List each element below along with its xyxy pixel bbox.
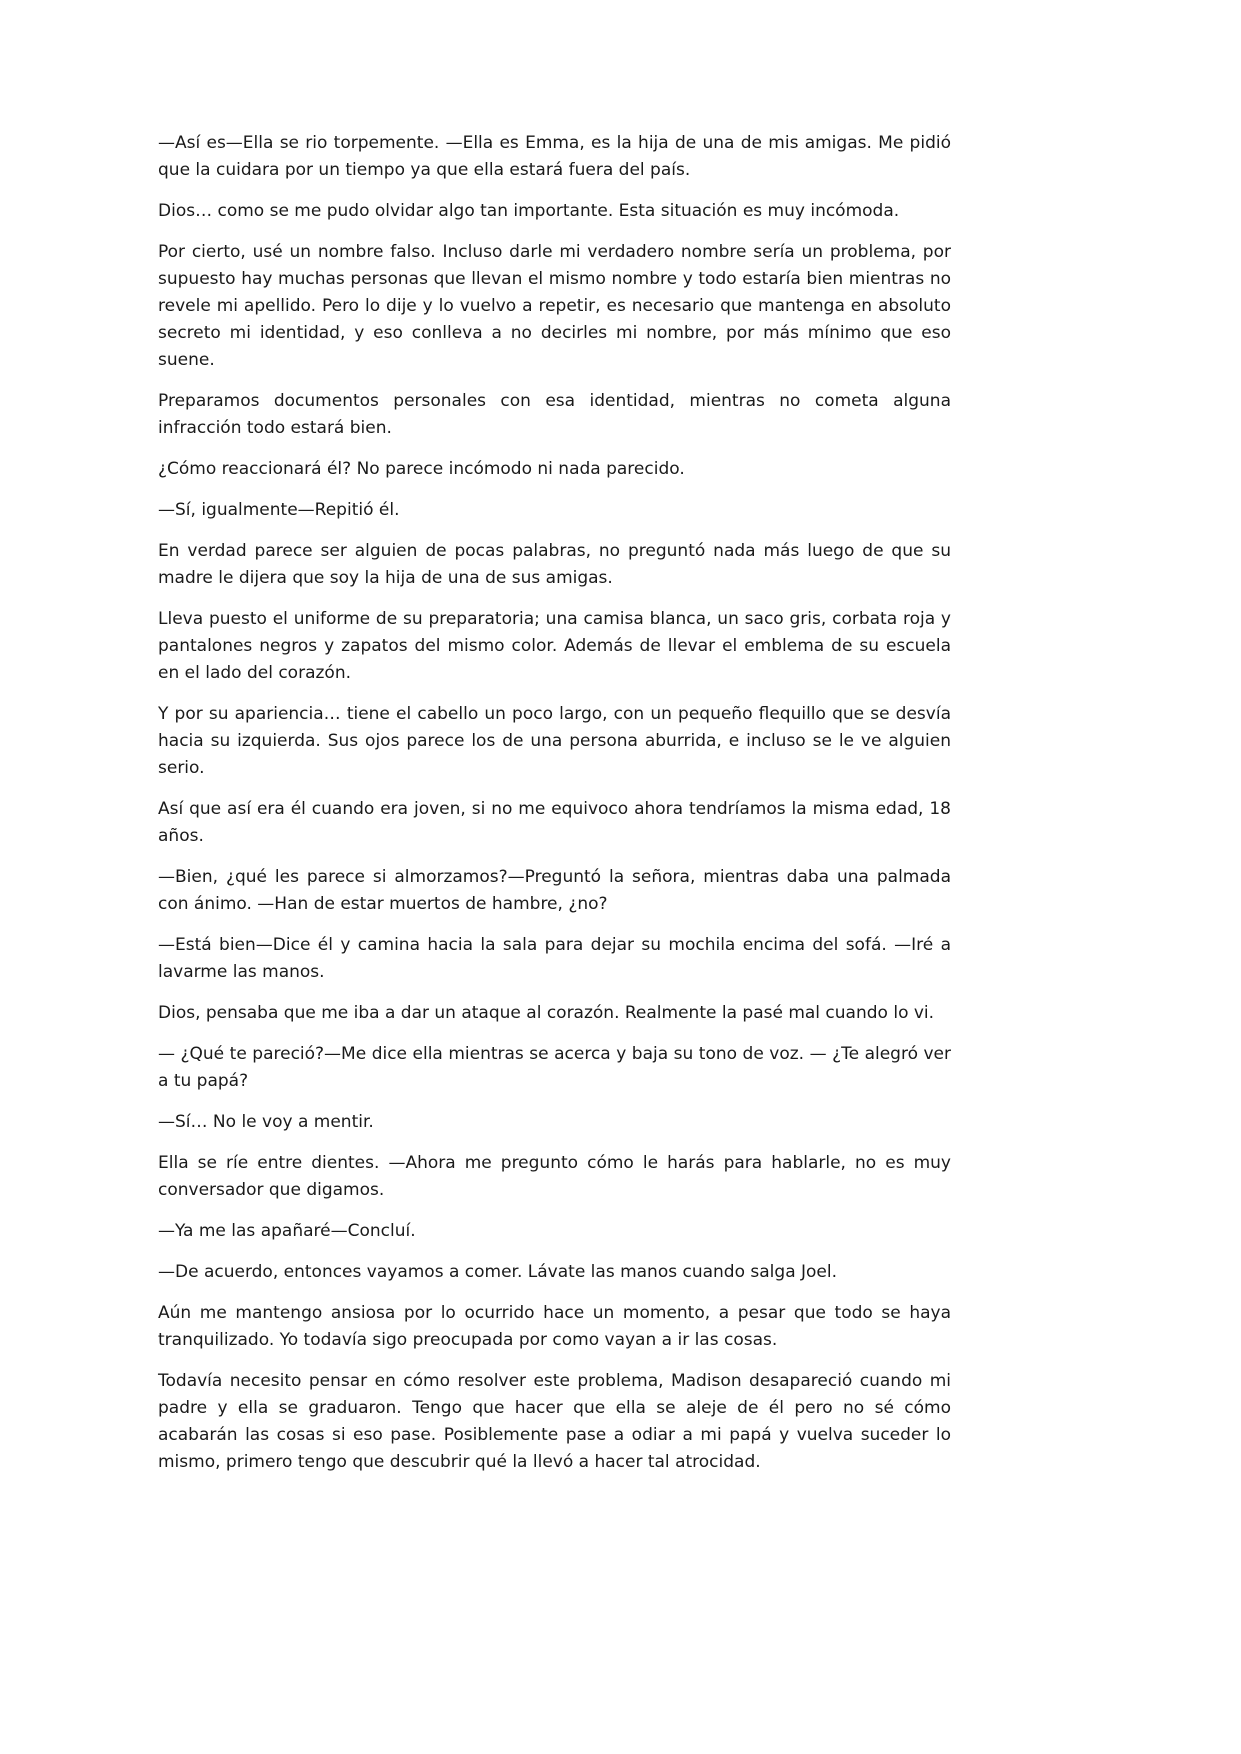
paragraph: Todavía necesito pensar en cómo resolver este problema, Madison desapareció cuando mi padre y ella se graduaron. Tengo que hacer que ella se aleje de él pero no sé cómo acabarán las cosas si eso pase. Posiblemente pase a odiar a mi papá y vuelva suceder lo mismo, primero tengo que descubrir qué la llevó a hacer tal atrocidad. bbox=[158, 1371, 951, 1472]
paragraph: —Está bien—Dice él y camina hacia la sala para dejar su mochila encima del sofá. —Iré a lavarme las manos. bbox=[158, 935, 951, 982]
paragraph: —Sí, igualmente—Repitió él. bbox=[158, 500, 400, 520]
paragraph: —Sí… No le voy a mentir. bbox=[158, 1112, 374, 1132]
paragraph: En verdad parece ser alguien de pocas palabras, no preguntó nada más luego de que su madre le dijera que soy la hija de una de sus amigas. bbox=[158, 541, 951, 588]
paragraph: Ella se ríe entre dientes. —Ahora me pregunto cómo le harás para hablarle, no es muy conversador que digamos. bbox=[158, 1153, 951, 1200]
paragraph: —Bien, ¿qué les parece si almorzamos?—Preguntó la señora, mientras daba una palmada con ánimo. —Han de estar muertos de hambre, ¿no? bbox=[158, 867, 951, 914]
paragraph: —Así es—Ella se rio torpemente. —Ella es Emma, es la hija de una de mis amigas. Me pidió que la cuidara por un tiempo ya que ella estará fuera del país. bbox=[158, 133, 951, 180]
paragraph: Preparamos documentos personales con esa identidad, mientras no cometa alguna infracción todo estará bien. bbox=[158, 391, 951, 438]
paragraph: Y por su apariencia… tiene el cabello un poco largo, con un pequeño flequillo que se desvía hacia su izquierda. Sus ojos parece los de una persona aburrida, e incluso se le ve alguien serio. bbox=[158, 704, 951, 778]
paragraph: Por cierto, usé un nombre falso. Incluso darle mi verdadero nombre sería un problema, por supuesto hay muchas personas que llevan el mismo nombre y todo estaría bien mientras no revele mi apellido. Pero lo dije y lo vuelvo a repetir, es necesario que mantenga en absoluto secreto mi identidad, y eso conlleva a no decirles mi nombre, por más mínimo que eso suene. bbox=[158, 242, 951, 370]
paragraph: — ¿Qué te pareció?—Me dice ella mientras se acerca y baja su tono de voz. — ¿Te alegró ver a tu papá? bbox=[158, 1044, 951, 1091]
paragraph: —De acuerdo, entonces vayamos a comer. Lávate las manos cuando salga Joel. bbox=[158, 1262, 838, 1282]
paragraph: Aún me mantengo ansiosa por lo ocurrido hace un momento, a pesar que todo se haya tranquilizado. Yo todavía sigo preocupada por como vayan a ir las cosas. bbox=[158, 1303, 951, 1350]
document-body bbox=[158, 130, 951, 1490]
paragraph: Así que así era él cuando era joven, si no me equivoco ahora tendríamos la misma edad, 18 años. bbox=[158, 799, 951, 846]
paragraph: ¿Cómo reaccionará él? No parece incómodo ni nada parecido. bbox=[158, 459, 685, 479]
paragraph: Lleva puesto el uniforme de su preparatoria; una camisa blanca, un saco gris, corbata roja y pantalones negros y zapatos del mismo color. Además de llevar el emblema de su escuela en el lado del corazón. bbox=[158, 609, 951, 683]
paragraph: —Ya me las apañaré—Concluí. bbox=[158, 1221, 416, 1241]
paragraph: Dios, pensaba que me iba a dar un ataque al corazón. Realmente la pasé mal cuando lo vi. bbox=[158, 1003, 935, 1023]
paragraph: Dios… como se me pudo olvidar algo tan importante. Esta situación es muy incómoda. bbox=[158, 201, 900, 221]
